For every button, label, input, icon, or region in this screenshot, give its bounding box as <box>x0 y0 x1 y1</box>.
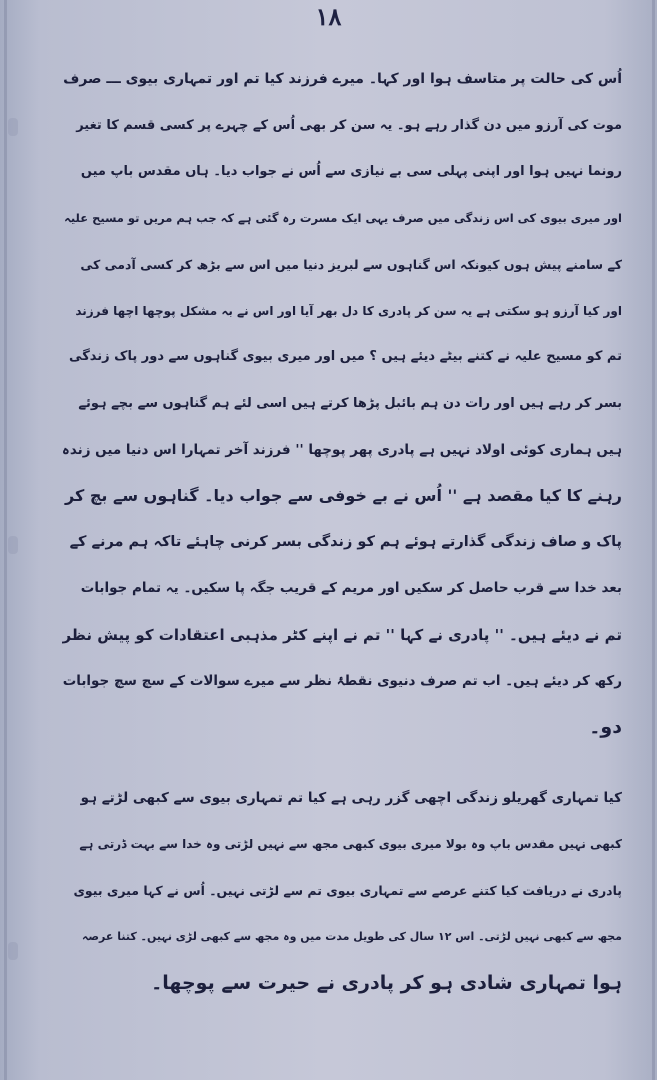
paragraph-1 <box>62 56 622 750</box>
binding-hole <box>8 942 18 960</box>
paragraph-2 <box>62 774 622 1005</box>
text-line: رونما نہیں ہوا اور اپنی پہلی سی بے نیازی سے اُس نے جواب دیا۔ ہاں مقدس باپ میں <box>80 164 622 180</box>
paragraph-last-line: دو۔ <box>589 716 622 739</box>
right-page-edge <box>652 0 655 1080</box>
text-line: موت کی آرزو میں دن گذار رہے ہو۔ یہ سن کر بھی اُس کے چہرے پر کسی قسم کا تغیر <box>76 117 622 133</box>
text-line: اور کیا آرزو ہو سکتی ہے یہ سن کر پادری کا دل بھر آیا اور اس نے بہ مشکل پوچھا اچھا فرزند <box>75 303 622 318</box>
page-number: ۱۸ <box>315 2 342 31</box>
text-line: بعد خدا سے قرب حاصل کر سکیں اور مریم کے قریب جگہ پا سکیں۔ یہ تمام جوابات <box>80 580 622 597</box>
text-line: کبھی نہیں مقدس باپ وہ بولا میری بیوی کبھی مجھ سے نہیں لڑتی وہ خدا سے بہت ڈرتی ہے <box>79 836 622 851</box>
text-line: بسر کر رہے ہیں اور رات دن ہم بائبل پڑھا کرتے ہیں اسی لئے ہم گناہوں سے بچے ہوئے <box>78 395 622 411</box>
text-line: کے سامنے پیش ہوں کیونکہ اس گناہوں سے لبریز دنیا میں اس سے بڑھ کر کسی آدمی کی <box>80 256 622 272</box>
text-line: پادری نے دریافت کیا کتنے عرصے سے تمہاری بیوی تم سے لڑتی نہیں۔ اُس نے کہا میری بیوی <box>73 882 622 898</box>
text-line: رکھ کر دیئے ہیں۔ اب تم صرف دنیوی نقطۂ نظر سے میرے سوالات کے سچ سچ جوابات <box>62 673 622 689</box>
text-line: اور میری بیوی کی اس زندگی میں صرف یہی ایک مسرت رہ گئی ہے کہ جب ہم مریں تو مسیح علیہ <box>64 211 622 226</box>
paragraph-last-line: ہوا تمہاری شادی ہو کر پادری نے حیرت سے پوچھا۔ <box>151 971 622 994</box>
text-line: پاک و صاف زندگی گذارتے ہوئے ہم کو زندگی بسر کرنی چاہئے تاکہ ہم مرنے کے <box>69 534 622 551</box>
text-line: مجھ سے کبھی نہیں لڑتی۔ اس ۱۲ سال کی طویل مدت میں وہ مجھ سے کبھی لڑی نہیں۔ کتنا عرصہ <box>81 929 622 943</box>
text-line: تم کو مسیح علیہ نے کتنے بیٹے دیئے ہیں ؟ میں اور میری بیوی گناہوں سے دور پاک زندگی <box>69 349 622 365</box>
text-line: ہیں ہماری کوئی اولاد نہیں ہے پادری پھر پوچھا '' فرزند آخر تمہارا اس دنیا میں زندہ <box>62 441 622 458</box>
text-line: کیا تمہاری گھریلو زندگی اچھی گزر رہی ہے کیا تم تمہاری بیوی سے کبھی لڑتے ہو <box>80 789 622 806</box>
text-line: رہنے کا کیا مقصد ہے '' اُس نے بے خوفی سے جواب دیا۔ گناہوں سے بچ کر <box>65 486 622 506</box>
binding-hole <box>8 536 18 554</box>
text-line: تم نے دیئے ہیں۔ '' پادری نے کہا '' تم نے اپنے کٹر مذہبی اعتقادات کو پیش نظر <box>62 625 622 644</box>
page-text <box>62 56 622 1006</box>
left-page-edge <box>4 0 7 1080</box>
text-line: اُس کی حالت پر متاسف ہوا اور کہا۔ میرے فرزند کیا تم اور تمہاری بیوی ـــ صرف <box>63 71 622 88</box>
paragraph-spacer <box>62 750 622 774</box>
binding-hole <box>8 118 18 136</box>
